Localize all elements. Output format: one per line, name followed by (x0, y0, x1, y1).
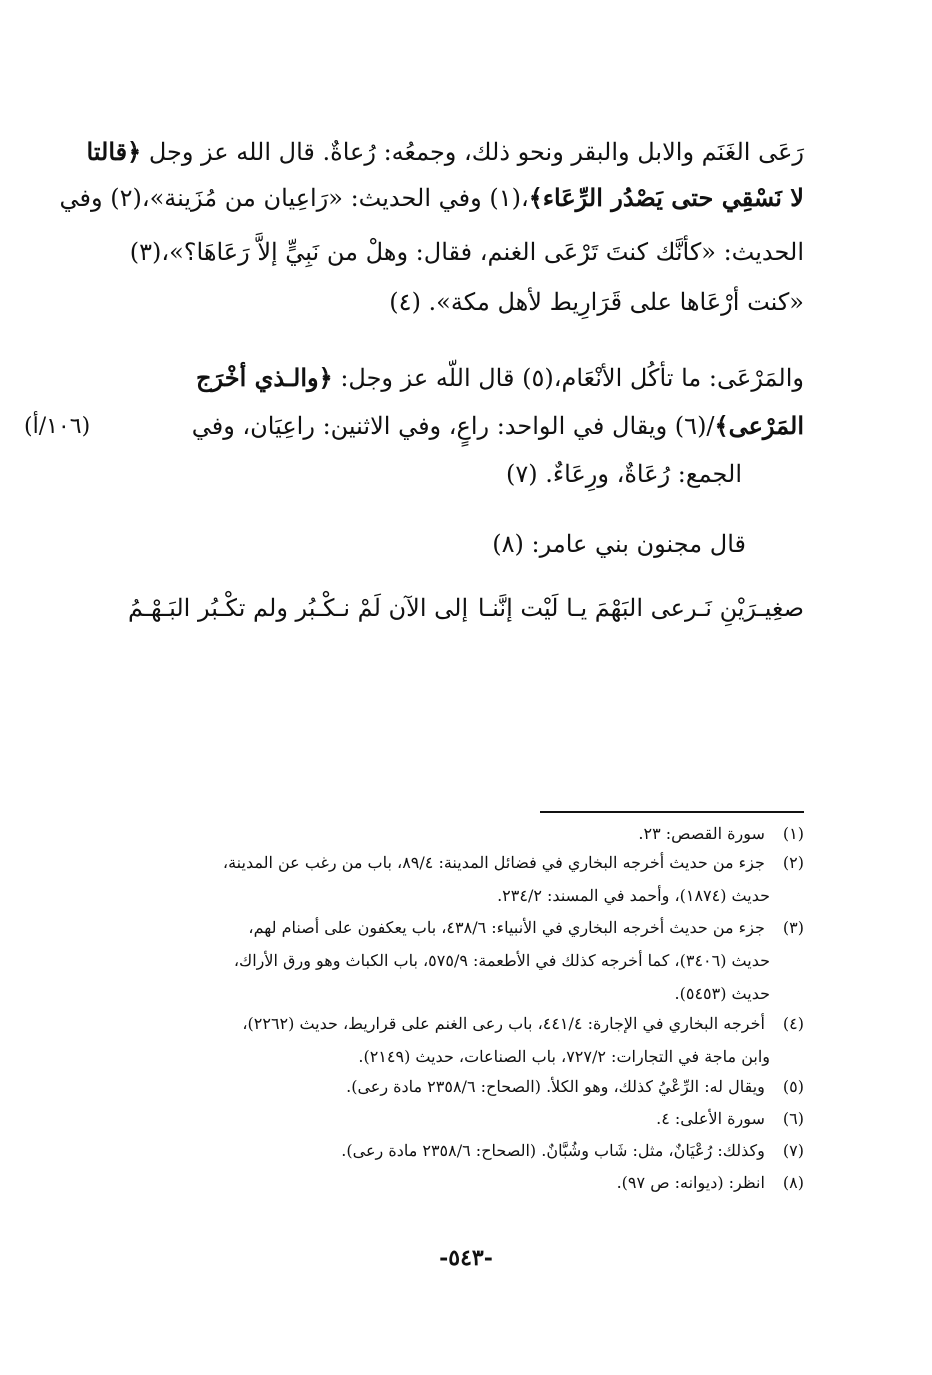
body-line-3: الحديث: «كأنَّك كنتَ تَرْعَى الغنم، فقال: وهلْ من نَبِيٍّ إلاَّ رَعَاهَا؟»،(٣) (129, 238, 804, 266)
body-line-4: «كنت أرْعَاها على قَرَارِيط لأهل مكة». (٤) (389, 288, 804, 316)
footnote-text: وكذلك: رُعْيَانٌ، مثل: شَاب وشُبَّانٌ. (الصحاح: ٢٣٥٨/٦ مادة رعى). (341, 1141, 765, 1160)
footnote-text: انظر: (ديوانه: ص ٩٧). (616, 1173, 765, 1192)
margin-folio-note: (١٠٦/أ) (24, 414, 91, 439)
footnote-text: سورة الأعلى: ٤. (656, 1109, 765, 1128)
body-line-5 (196, 363, 804, 392)
footnote-separator (540, 811, 804, 813)
quran-quote: المَرْعى﴾ (714, 411, 804, 440)
footnote-text: ويقال له: الرِّعْيُ كذلك، وهو الكلأ. (الصحاح: ٢٣٥٨/٦ مادة رعى). (346, 1077, 765, 1096)
quran-quote: ﴿والـذي أخْرَج (196, 363, 333, 392)
footnote-text: جزء من حديث أخرجه البخاري في فضائل المدينة: ٨٩/٤، باب من رغب عن المدينة، (222, 853, 765, 872)
footnote-number: (٥) (782, 1077, 804, 1096)
body-text: والمَرْعَى: ما تأكُل الأنْعَام،(٥) قال اللّه عز وجل: (332, 364, 804, 392)
footnote-3 (124, 920, 804, 936)
footnote-text: جزء من حديث أخرجه البخاري في الأنبياء: ٤٣٨/٦، باب يعكفون على أصنام لهم، (248, 918, 765, 937)
footnote-7 (124, 1143, 804, 1159)
footnote-number: (٨) (782, 1173, 804, 1192)
footnote-5 (124, 1079, 804, 1095)
footnote-number: (٣) (782, 918, 804, 937)
footnote-1 (124, 826, 804, 842)
page-number: -٥٤٣- (439, 1245, 493, 1271)
footnote-6 (124, 1111, 804, 1127)
footnote-4 (124, 1016, 804, 1032)
quran-quote: لا نَسْقِي حتى يَصْدُر الرِّعَاء﴾ (528, 183, 804, 212)
footnote-number: (١) (782, 824, 804, 843)
footnote-4-cont: وابن ماجة في التجارات: ٧٢٧/٢، باب الصناعات، حديث (٢١٤٩). (358, 1047, 770, 1066)
footnote-3-cont-2: حديث (٥٤٥٣). (674, 984, 770, 1003)
footnote-number: (٦) (782, 1109, 804, 1128)
body-line-6 (191, 411, 804, 440)
footnote-2-cont: حديث (١٨٧٤)، وأحمد في المسند: ٢٣٤/٢. (497, 886, 770, 905)
footnote-text: أخرجه البخاري في الإجارة: ٤٤١/٤، باب رعى الغنم على قراريط، حديث (٢٢٦٢)، (242, 1014, 765, 1033)
body-text: رَعَى الغَنَم والابل والبقر ونحو ذلك، وجمعُه: رُعاةٌ. قال الله عز وجل (141, 138, 804, 166)
footnote-3-cont-1: حديث (٣٤٠٦)، كما أخرجه كذلك في الأطعمة: ٥٧٥/٩، باب الكباث وهو ورق الأراك، (233, 951, 770, 970)
footnote-number: (٤) (782, 1014, 804, 1033)
poet-intro: قال مجنون بني عامر: (٨) (492, 530, 746, 558)
verse-first-hemistich: صغِيـرَيْنِ نَـرعى البَهْمَ يـا لَيْت إنَّنـا (477, 594, 804, 622)
verse-second-hemistich: إلى الآن لَمْ نـكْـبُر ولم تكْـبُر البَـهْـمُ (128, 594, 469, 622)
quran-quote: ﴿قالتا (86, 137, 142, 166)
body-text: /(٦) ويقال في الواحد: راعٍ، وفي الاثنين: راعِيَان، وفي (191, 412, 715, 440)
body-text: ،(١) وفي الحديث: «رَاعِيان من مُزَينة»،(٢) وفي (59, 184, 529, 212)
footnote-number: (٧) (782, 1141, 804, 1160)
body-line-7: الجمع: رُعَاةٌ، ورِعَاءٌ. (٧) (506, 460, 742, 488)
footnote-8 (124, 1175, 804, 1191)
footnote-text: سورة القصص: ٢٣. (638, 824, 765, 843)
body-line-1 (86, 137, 804, 166)
footnote-2 (124, 855, 804, 871)
body-line-2 (59, 183, 805, 212)
footnote-number: (٢) (782, 853, 804, 872)
